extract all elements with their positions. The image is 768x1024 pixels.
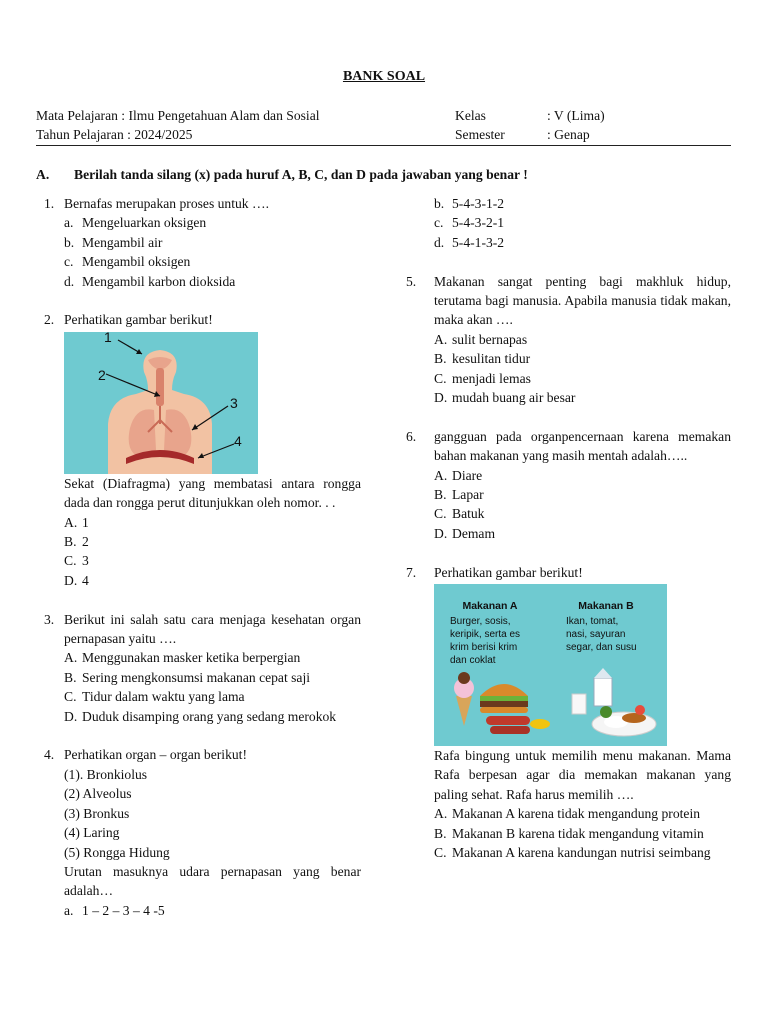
option-b[interactable]: [64, 532, 361, 551]
question-number: 3.: [44, 611, 55, 627]
question-body: Sekat (Diafragma) yang membatasi antara rongga dada dan rongga perut ditunjukkan oleh nomor. . .: [64, 475, 361, 511]
question-body: Urutan masuknya udara pernapasan yang benar adalah…: [64, 863, 361, 899]
semester-key: Semester: [455, 127, 505, 142]
organ-item: (3) Bronkus: [64, 805, 130, 821]
question-text: Bernafas merupakan proses untuk ….: [64, 196, 269, 211]
option-text: Makanan B karena tidak mengandung vitamin: [452, 825, 704, 841]
respiratory-diagram: [64, 332, 258, 474]
figure-label-1: 1: [104, 331, 112, 345]
option-d[interactable]: [64, 571, 361, 590]
option-text: 5-4-1-3-2: [452, 234, 505, 250]
sausage-icon: [486, 716, 530, 725]
food-figure: [434, 584, 667, 746]
section-letter: A.: [36, 167, 50, 182]
option-letter: A.: [64, 650, 78, 666]
option-text: Diare: [452, 467, 483, 483]
right-column: [406, 194, 731, 863]
question-text: Berikut ini salah satu cara menjaga kesehatan organ pernapasan yaitu ….: [64, 611, 361, 647]
chips-icon: [530, 719, 550, 729]
semester-value: : Genap: [547, 127, 590, 142]
option-letter: B.: [434, 351, 447, 367]
option-text: menjadi lemas: [452, 370, 531, 386]
organ-item: (5) Rongga Hidung: [64, 844, 170, 860]
question-number: 5.: [406, 273, 417, 289]
option-letter: c.: [64, 254, 74, 270]
page-title: BANK SOAL: [342, 69, 426, 84]
option-letter: a.: [64, 902, 74, 918]
burger-lettuce-icon: [480, 696, 528, 701]
option-text: 5-4-3-2-1: [452, 215, 505, 231]
figure-label-2: 2: [98, 366, 106, 383]
question-3: [44, 610, 361, 726]
question-number: 6.: [406, 428, 417, 444]
food-a-title: Makanan A: [462, 600, 518, 613]
food-a-line: krim berisi krim: [450, 642, 518, 654]
option-text: Makanan A karena tidak mengandung protein: [452, 806, 701, 822]
food-a-line: keripik, serta es: [450, 629, 521, 641]
food-b-line: nasi, sayuran: [566, 629, 626, 641]
option-letter: d.: [434, 234, 445, 250]
option-b[interactable]: [64, 233, 361, 252]
question-text: Perhatikan gambar berikut!: [434, 564, 583, 580]
question-number: 7.: [406, 564, 417, 580]
option-d[interactable]: [434, 388, 731, 407]
question-text: gangguan pada organpencernaan karena memakan bahan makanan yang masih mentah adalah…..: [434, 428, 731, 464]
option-text: 2: [82, 534, 89, 550]
option-text: Menggunakan masker ketika berpergian: [82, 650, 301, 666]
option-a[interactable]: [434, 466, 731, 485]
organ-item: (1). Bronkiolus: [64, 766, 148, 782]
food-b-line: Ikan, tomat,: [566, 616, 619, 628]
option-text: Makanan A karena kandungan nutrisi seimbang: [452, 845, 711, 861]
option-letter: b.: [64, 234, 75, 250]
option-letter: B.: [434, 825, 447, 841]
option-c[interactable]: [434, 843, 731, 862]
trachea: [156, 368, 164, 406]
question-2: [44, 310, 361, 590]
respiratory-figure: [64, 332, 258, 474]
figure-label-4: 4: [234, 432, 242, 449]
option-text: 4: [82, 572, 89, 588]
question-4-continued: [434, 194, 731, 252]
option-text: Demam: [452, 525, 496, 541]
question-1: [44, 194, 361, 291]
option-c[interactable]: [64, 687, 361, 706]
question-4: [44, 745, 361, 920]
option-b[interactable]: [434, 485, 731, 504]
question-body: Rafa bingung untuk memilih menu makanan. Mama Rafa berpesan agar dia memakan makanan yang paling sehat. Rafa harus memilih ….: [434, 748, 731, 802]
option-letter: A.: [64, 514, 78, 530]
option-text: Tidur dalam waktu yang lama: [82, 689, 245, 705]
option-letter: C.: [64, 689, 77, 705]
option-d[interactable]: [434, 524, 731, 543]
option-c[interactable]: [434, 504, 731, 523]
option-c[interactable]: [434, 369, 731, 388]
option-letter: b.: [434, 196, 445, 211]
option-text: mudah buang air besar: [452, 390, 576, 406]
sausage-icon: [490, 726, 530, 734]
option-b[interactable]: [434, 824, 731, 843]
burger-patty-icon: [480, 701, 528, 707]
header-divider: [36, 145, 731, 146]
option-text: 1: [82, 514, 89, 530]
food-b-line: segar, dan susu: [566, 642, 637, 654]
option-text: Lapar: [452, 487, 484, 503]
question-7: [406, 563, 731, 863]
milk-carton-icon: [594, 678, 612, 706]
option-text: Mengambil air: [82, 234, 163, 250]
food-a-line: dan coklat: [450, 655, 496, 667]
class-key: Kelas: [455, 108, 486, 123]
option-letter: D.: [64, 708, 78, 724]
question-text: Makanan sangat penting bagi makhluk hidup, terutama bagi manusia. Apabila manusia tidak makan, maka akan ….: [434, 273, 731, 328]
option-letter: D.: [434, 390, 448, 406]
option-letter: B.: [64, 534, 77, 550]
class-value: : V (Lima): [547, 108, 605, 123]
subject-label: Mata Pelajaran : Ilmu Pengetahuan Alam dan Sosial: [36, 108, 320, 123]
option-d[interactable]: [434, 233, 731, 252]
vegetables-icon: [600, 706, 612, 718]
option-letter: D.: [434, 525, 448, 541]
option-c[interactable]: [64, 252, 361, 271]
option-c[interactable]: [64, 551, 361, 570]
organ-item: (2) Alveolus: [64, 786, 132, 802]
option-letter: a.: [64, 215, 74, 231]
organ-item: (4) Laring: [64, 825, 120, 841]
year-label: Tahun Pelajaran : 2024/2025: [36, 127, 193, 142]
option-d[interactable]: [64, 272, 361, 291]
option-letter: B.: [64, 669, 77, 685]
question-6: [406, 427, 731, 543]
option-text: Batuk: [452, 506, 485, 522]
question-5: [406, 272, 731, 408]
burger-bottom-bun-icon: [480, 707, 528, 713]
question-number: 2.: [44, 312, 55, 328]
option-text: Mengambil oksigen: [82, 254, 191, 270]
option-text: 1 – 2 – 3 – 4 -5: [82, 902, 165, 918]
option-text: kesulitan tidur: [452, 351, 531, 367]
option-letter: D.: [64, 572, 78, 588]
option-letter: A.: [434, 331, 448, 347]
option-text: 3: [82, 553, 89, 569]
section-instruction: [36, 165, 528, 184]
tomato-icon: [635, 705, 645, 715]
option-a[interactable]: [64, 513, 361, 532]
option-a[interactable]: [64, 901, 361, 920]
option-letter: A.: [434, 467, 448, 483]
milk-glass-icon: [572, 694, 586, 714]
option-text: Sering mengkonsumsi makanan cepat saji: [82, 669, 311, 685]
food-diagram: [434, 584, 667, 746]
left-column: [44, 194, 361, 920]
food-a-line: Burger, sosis,: [450, 616, 511, 628]
food-b-title: Makanan B: [578, 600, 634, 613]
option-a[interactable]: [64, 648, 361, 667]
option-c[interactable]: [434, 213, 731, 232]
figure-label-3: 3: [230, 394, 238, 411]
question-number: 4.: [44, 747, 55, 763]
option-letter: C.: [434, 506, 447, 522]
option-letter: C.: [434, 370, 447, 386]
option-letter: d.: [64, 273, 75, 289]
fish-icon: [622, 713, 646, 723]
option-text: sulit bernapas: [452, 331, 528, 347]
option-letter: C.: [64, 553, 77, 569]
option-d[interactable]: [64, 707, 361, 726]
option-letter: B.: [434, 487, 447, 503]
option-text: Mengambil karbon dioksida: [82, 273, 236, 289]
chocolate-scoop-icon: [458, 672, 470, 684]
question-text: Perhatikan gambar berikut!: [64, 312, 213, 328]
option-text: Duduk disamping orang yang sedang merokok: [82, 708, 337, 724]
option-text: 5-4-3-1-2: [452, 196, 505, 211]
option-a[interactable]: [434, 804, 731, 823]
option-letter: A.: [434, 806, 448, 822]
option-letter: C.: [434, 845, 447, 861]
option-text: Mengeluarkan oksigen: [82, 215, 207, 231]
section-text: Berilah tanda silang (x) pada huruf A, B, C, dan D pada jawaban yang benar !: [74, 167, 528, 182]
option-b[interactable]: [64, 668, 361, 687]
option-a[interactable]: [64, 213, 361, 232]
option-b[interactable]: [434, 194, 731, 213]
option-letter: c.: [434, 215, 444, 231]
question-number: 1.: [44, 196, 55, 211]
option-a[interactable]: [434, 330, 731, 349]
option-b[interactable]: [434, 349, 731, 368]
question-text: Perhatikan organ – organ berikut!: [64, 747, 247, 763]
